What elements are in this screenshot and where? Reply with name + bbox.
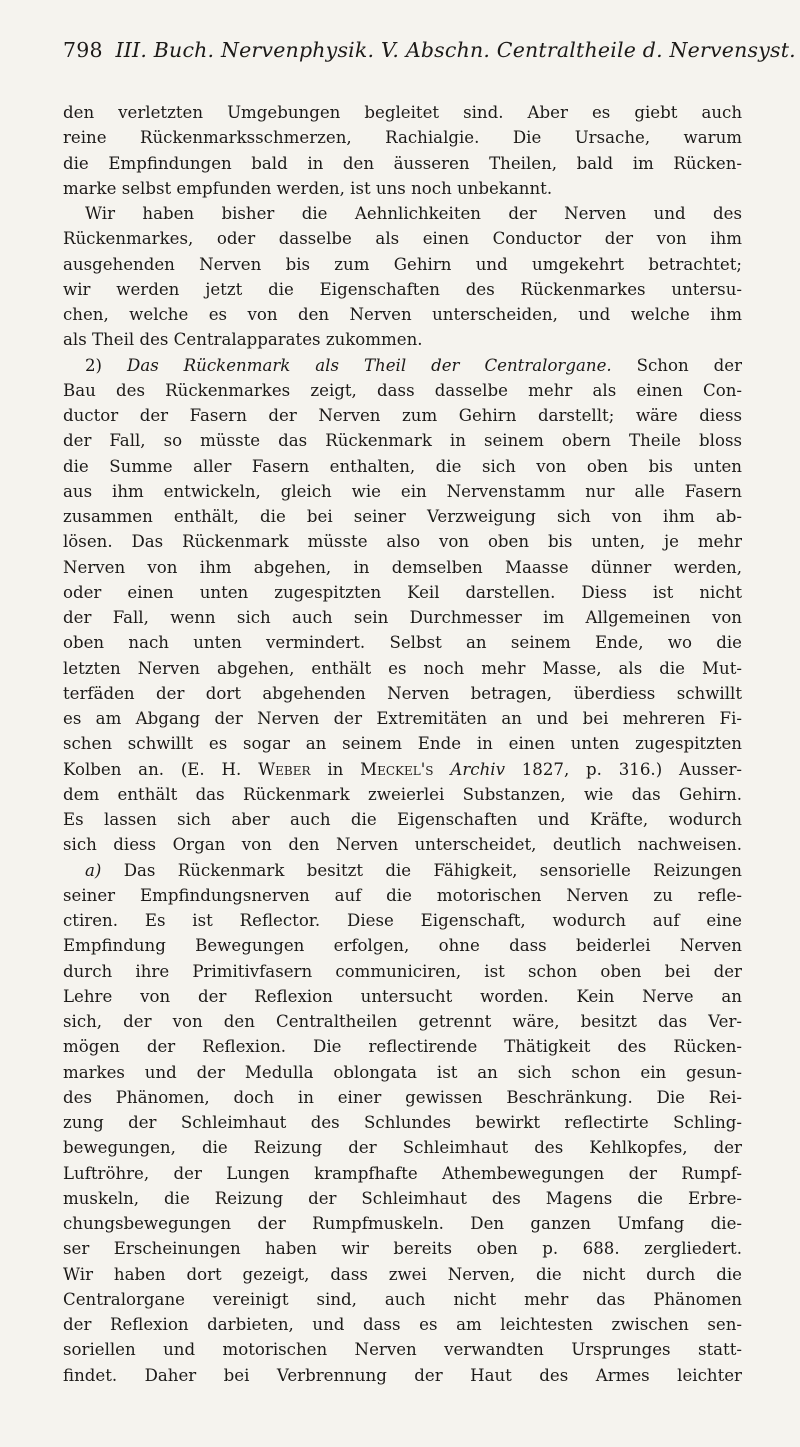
text-line: wir werden jetzt die Eigenschaften des Rückenmarkes untersu- — [63, 279, 742, 299]
text-line: der Fall, wenn sich auch sein Durchmesser im Allgemeinen von — [63, 608, 742, 627]
text-line: bewegungen, die Reizung der Schleimhaut des Kehlkopfes, der — [63, 1138, 742, 1158]
text-line: oben nach unten vermindert. Selbst an seinem Ende, wo die — [63, 633, 742, 653]
text-line: die Empfindungen bald in den äusseren Theilen, bald im Rücken- — [63, 153, 742, 173]
text-fragment: Schon der — [636, 355, 742, 375]
section-title: Das Rückenmark als Theil der Centralorgane. — [127, 355, 612, 375]
text-fragment: 1827, p. 316.) Ausser- — [521, 759, 742, 779]
text-line: chungsbewegungen der Rumpfmuskeln. Den ganzen Umfang die- — [63, 1214, 742, 1233]
text-line: zung der Schleimhaut des Schlundes bewirkt reflectirte Schling- — [63, 1113, 742, 1132]
subsection-marker: a) — [85, 860, 102, 880]
text-line: soriellen und motorischen Nerven verwandten Ursprunges statt- — [63, 1340, 742, 1360]
text-line: Bau des Rückenmarkes zeigt, dass dasselbe mehr als einen Con- — [63, 380, 742, 400]
text-line: Wir haben dort gezeigt, dass zwei Nerven, die nicht durch die — [63, 1264, 742, 1284]
text-line: der Reflexion darbieten, und dass es am leichtesten zwischen sen- — [63, 1315, 742, 1334]
text-line: seiner Empfindungsnerven auf die motorischen Nerven zu refle- — [63, 885, 742, 905]
text-line: den verletzten Umgebungen begleitet sind. Aber es giebt auch — [63, 103, 742, 122]
subsection-line — [63, 858, 742, 883]
text-line: terfäden der dort abgehenden Nerven betragen, überdiess schwillt — [63, 683, 742, 703]
text-line: sich diess Organ von den Nerven unterscheidet, deutlich nachweisen. — [63, 835, 742, 855]
text-line: dem enthält das Rückenmark zweierlei Substanzen, wie das Gehirn. — [63, 784, 742, 804]
text-line: ductor der Fasern der Nerven zum Gehirn darstellt; wäre diess — [63, 406, 742, 425]
text-line: reine Rückenmarksschmerzen, Rachialgie. Die Ursache, warum — [63, 128, 742, 148]
text-line: Nerven von ihm abgehen, in demselben Maasse dünner werden, — [63, 557, 742, 577]
author-name: Meckel's — [360, 759, 434, 779]
text-line: findet. Daher bei Verbrennung der Haut des Armes leichter — [63, 1365, 742, 1385]
text-fragment: Das Rückenmark besitzt die Fähigkeit, sensorielle Reizungen — [123, 860, 742, 880]
author-name: Weber — [258, 759, 311, 779]
text-line: die Summe aller Fasern enthalten, die sich von oben bis unten — [63, 456, 742, 476]
text-line: muskeln, die Reizung der Schleimhaut des Magens die Erbre- — [63, 1188, 742, 1208]
text-fragment: in — [327, 759, 344, 779]
text-line: durch ihre Primitivfasern communiciren, ist schon oben bei der — [63, 961, 742, 981]
text-line: zusammen enthält, die bei seiner Verzweigung sich von ihm ab- — [63, 507, 742, 526]
text-line: Centralorgane vereinigt sind, auch nicht mehr das Phänomen — [63, 1289, 742, 1309]
text-line: ser Erscheinungen haben wir bereits oben p. 688. zergliedert. — [63, 1239, 742, 1259]
text-line: Empfindung Bewegungen erfolgen, ohne dass beiderlei Nerven — [63, 936, 742, 956]
text-line: chen, welche es von den Nerven unterscheiden, und welche ihm — [63, 305, 742, 324]
citation-line — [63, 757, 742, 782]
body-text — [63, 100, 742, 1388]
text-line: als Theil des Centralapparates zukommen. — [63, 330, 423, 350]
page-number: 798 — [63, 38, 103, 62]
text-line: schen schwillt es sogar an seinem Ende in einen unten zugespitzten — [63, 734, 742, 754]
text-line: marke selbst empfunden werden, ist uns noch unbekannt. — [63, 178, 553, 198]
section-heading-line — [63, 353, 742, 378]
text-line: der Fall, so müsste das Rückenmark in seinem obern Theile bloss — [63, 431, 742, 451]
journal-title: Archiv — [450, 759, 505, 779]
text-line: mögen der Reflexion. Die reflectirende Thätigkeit des Rücken- — [63, 1037, 742, 1057]
running-title: III. Buch. Nervenphysik. V. Abschn. Centraltheile d. Nervensyst. — [115, 38, 796, 62]
text-fragment: Kolben an. (E. H. — [63, 759, 242, 779]
text-line: letzten Nerven abgehen, enthält es noch mehr Masse, als die Mut- — [63, 658, 742, 678]
text-line: markes und der Medulla oblongata ist an sich schon ein gesun- — [63, 1062, 742, 1082]
text-line: sich, der von den Centraltheilen getrennt wäre, besitzt das Ver- — [63, 1012, 742, 1031]
text-line: ctiren. Es ist Reflector. Diese Eigenschaft, wodurch auf eine — [63, 911, 742, 930]
text-line: des Phänomen, doch in einer gewissen Beschränkung. Die Rei- — [63, 1087, 742, 1107]
text-line: Lehre von der Reflexion untersucht worden. Kein Nerve an — [63, 986, 742, 1006]
text-line: Es lassen sich aber auch die Eigenschaften und Kräfte, wodurch — [63, 810, 742, 829]
text-line: Luftröhre, der Lungen krampfhafte Athembewegungen der Rumpf- — [63, 1163, 742, 1183]
section-number: 2) — [85, 355, 103, 375]
text-line: lösen. Das Rückenmark müsste also von oben bis unten, je mehr — [63, 532, 742, 552]
text-line: ausgehenden Nerven bis zum Gehirn und umgekehrt betrachtet; — [63, 254, 742, 274]
text-line: es am Abgang der Nerven der Extremitäten an und bei mehreren Fi- — [63, 709, 742, 728]
text-line: aus ihm entwickeln, gleich wie ein Nervenstamm nur alle Fasern — [63, 481, 742, 501]
running-header — [63, 38, 796, 62]
text-line: oder einen unten zugespitzten Keil darstellen. Diess ist nicht — [63, 582, 742, 602]
text-line: Wir haben bisher die Aehnlichkeiten der Nerven und des — [85, 204, 742, 223]
text-line: Rückenmarkes, oder dasselbe als einen Conductor der von ihm — [63, 229, 742, 249]
